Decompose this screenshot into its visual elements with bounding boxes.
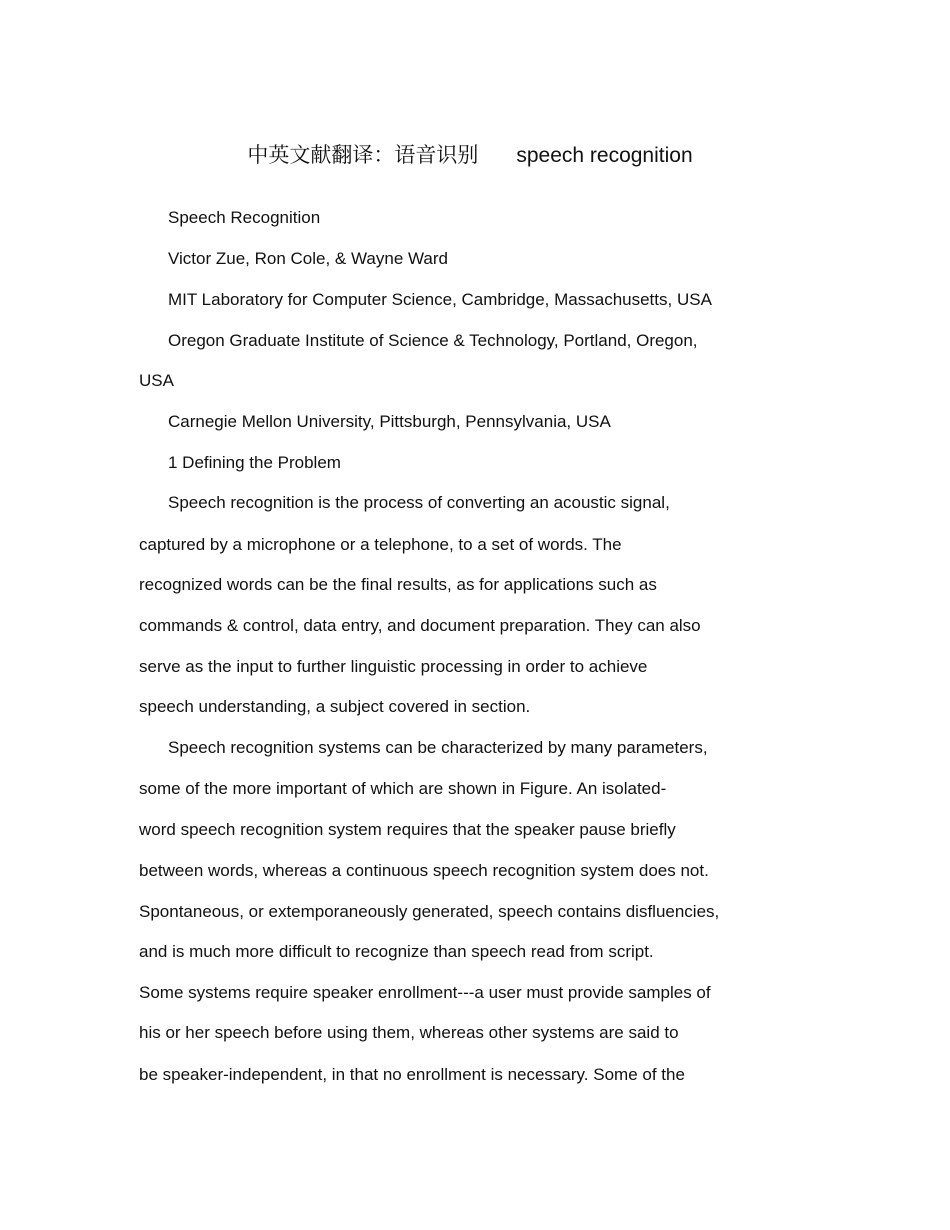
paragraph-line: Speech recognition systems can be characterized by many parameters, — [168, 738, 708, 757]
affiliation-line: Oregon Graduate Institute of Science & Technology, Portland, Oregon, — [168, 331, 698, 350]
title-chinese: 中英文献翻译：语音识别 — [247, 143, 479, 167]
paragraph-line: commands & control, data entry, and document preparation. They can also — [139, 616, 701, 635]
paragraph-line: speech understanding, a subject covered in section. — [139, 697, 531, 716]
paragraph-line: Some systems require speaker enrollment---a user must provide samples of — [139, 983, 711, 1002]
document-title — [0, 139, 940, 169]
paragraph-line: captured by a microphone or a telephone, to a set of words. The — [139, 535, 622, 554]
affiliation-line: MIT Laboratory for Computer Science, Cambridge, Massachusetts, USA — [168, 290, 712, 309]
paragraph-line: between words, whereas a continuous speech recognition system does not. — [139, 861, 709, 880]
paragraph-line: recognized words can be the final results, as for applications such as — [139, 575, 657, 594]
paragraph-line: and is much more difficult to recognize than speech read from script. — [139, 942, 654, 961]
authors-line: Victor Zue, Ron Cole, & Wayne Ward — [168, 249, 448, 268]
paragraph-line: word speech recognition system requires that the speaker pause briefly — [139, 820, 676, 839]
paragraph-line: Speech recognition is the process of converting an acoustic signal, — [168, 493, 670, 512]
paper-title: Speech Recognition — [168, 208, 321, 227]
paragraph-line: some of the more important of which are shown in Figure. An isolated- — [139, 779, 667, 798]
paragraph-line: his or her speech before using them, whereas other systems are said to — [139, 1023, 679, 1042]
paragraph-line: Spontaneous, or extemporaneously generated, speech contains disfluencies, — [139, 902, 720, 921]
section-heading: 1 Defining the Problem — [168, 453, 341, 472]
affiliation-line: USA — [139, 371, 174, 390]
paragraph-line: be speaker-independent, in that no enrollment is necessary. Some of the — [139, 1065, 685, 1084]
paragraph-line: serve as the input to further linguistic processing in order to achieve — [139, 657, 648, 676]
affiliation-line: Carnegie Mellon University, Pittsburgh, Pennsylvania, USA — [168, 412, 611, 431]
title-english: speech recognition — [516, 144, 693, 167]
